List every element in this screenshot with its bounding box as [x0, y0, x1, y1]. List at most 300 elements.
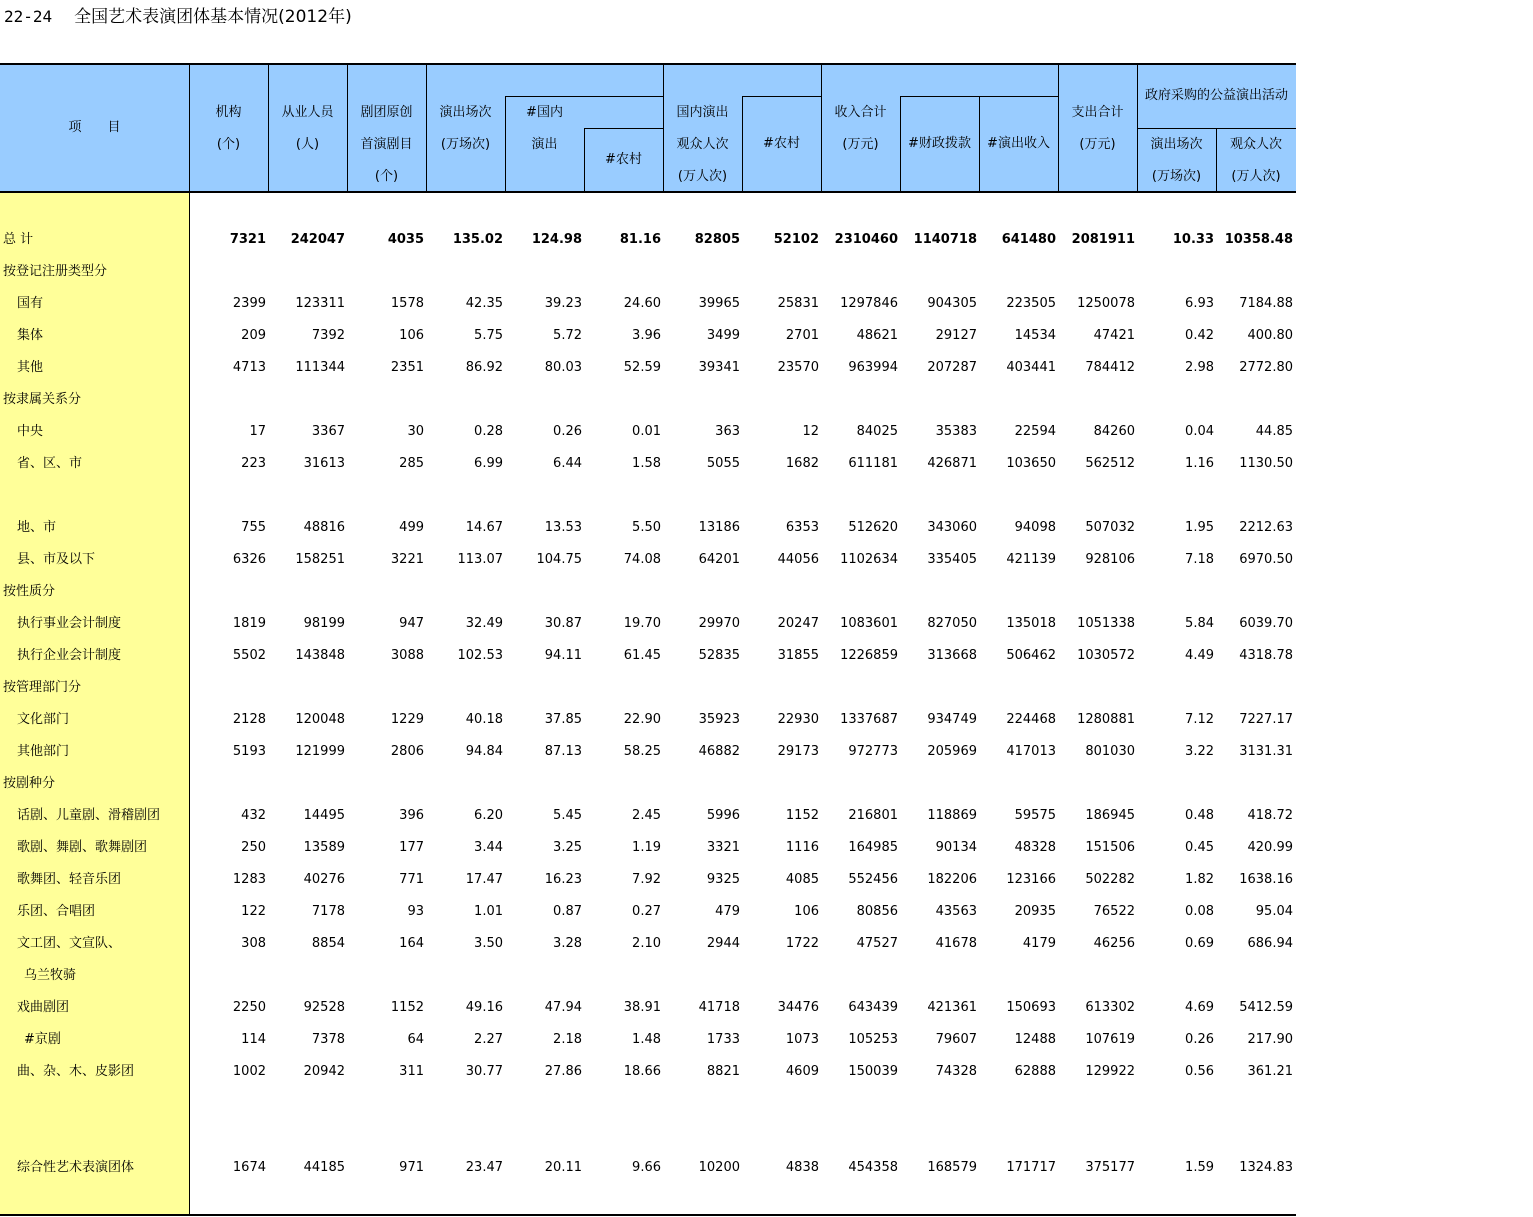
cell-gov-shows: 1.59: [1185, 1160, 1214, 1175]
cell-premiere: 3221: [390, 552, 424, 567]
cell-rural-audience: 20247: [777, 616, 819, 631]
cell-gov-shows: 0.42: [1185, 328, 1214, 343]
cell-rural-shows: 38.91: [623, 1000, 661, 1015]
cell-performance-income: 403441: [1006, 360, 1056, 375]
cell-org: 114: [241, 1032, 266, 1047]
cell-audience: 8821: [706, 1064, 740, 1079]
cell-expense: 562512: [1085, 456, 1135, 471]
cell-domestic-shows: 3.28: [553, 936, 582, 951]
row-label: 话剧、儿童剧、滑稽剧团: [17, 808, 161, 823]
header-domestic: #国内: [526, 105, 563, 120]
cell-premiere: 1152: [390, 1000, 424, 1015]
cell-domestic-shows: 39.23: [544, 296, 582, 311]
cell-performance-income: 506462: [1006, 648, 1056, 663]
cell-audience: 9325: [706, 872, 740, 887]
cell-staff: 120048: [295, 712, 345, 727]
cell-audience: 41718: [698, 1000, 740, 1015]
cell-audience: 3499: [706, 328, 740, 343]
cell-expense: 613302: [1085, 1000, 1135, 1015]
cell-rural-shows: 1.48: [632, 1032, 661, 1047]
cell-domestic-shows: 30.87: [544, 616, 582, 631]
cell-expense: 107619: [1085, 1032, 1135, 1047]
cell-performance-income: 4179: [1022, 936, 1056, 951]
cell-gov-audience: 3131.31: [1239, 744, 1293, 759]
cell-org: 6326: [232, 552, 266, 567]
header-gov-shows-unit: (万场次): [1151, 169, 1202, 184]
cell-domestic-shows: 0.26: [553, 424, 582, 439]
cell-premiere: 2806: [390, 744, 424, 759]
cell-expense: 1250078: [1077, 296, 1135, 311]
cell-performance-income: 123166: [1006, 872, 1056, 887]
cell-shows: 42.35: [465, 296, 503, 311]
cell-domestic-shows: 104.75: [536, 552, 582, 567]
cell-staff: 44185: [303, 1160, 345, 1175]
table-row: [0, 1126, 1296, 1146]
header-expense-unit: (万元): [1079, 137, 1116, 152]
cell-performance-income: 62888: [1014, 1064, 1056, 1079]
cell-org: 17: [249, 424, 266, 439]
cell-performance-income: 421139: [1006, 552, 1056, 567]
row-label: 其他: [17, 360, 44, 375]
cell-premiere: 499: [399, 520, 424, 535]
cell-shows: 6.99: [474, 456, 503, 471]
cell-audience: 39341: [698, 360, 740, 375]
header-audience-2: 观众人次: [676, 137, 729, 152]
cell-gov-audience: 420.99: [1247, 840, 1293, 855]
cell-performance-income: 171717: [1006, 1160, 1056, 1175]
cell-rural-shows: 18.66: [623, 1064, 661, 1079]
cell-staff: 143848: [295, 648, 345, 663]
cell-org: 432: [241, 808, 266, 823]
cell-audience: 5996: [706, 808, 740, 823]
cell-rural-audience: 1152: [785, 808, 819, 823]
table-row: [0, 646, 1296, 666]
cell-premiere: 396: [399, 808, 424, 823]
cell-fiscal-grant: 426871: [927, 456, 977, 471]
cell-premiere: 106: [399, 328, 424, 343]
table-row: [0, 1158, 1296, 1178]
header-org: 机构: [215, 105, 242, 120]
table-row: [0, 902, 1296, 922]
table-row: [0, 966, 1296, 986]
cell-rural-shows: 81.16: [619, 232, 661, 247]
table-row: [0, 422, 1296, 442]
table-bottom-rule: [0, 1214, 1296, 1216]
cell-fiscal-grant: 168579: [927, 1160, 977, 1175]
cell-income: 47527: [856, 936, 898, 951]
cell-shows: 49.16: [465, 1000, 503, 1015]
header-subrule: [900, 96, 1058, 97]
cell-rural-shows: 5.50: [632, 520, 661, 535]
cell-gov-audience: 10358.48: [1224, 232, 1293, 247]
cell-income: 164985: [848, 840, 898, 855]
cell-gov-shows: 0.26: [1185, 1032, 1214, 1047]
cell-domestic-shows: 80.03: [544, 360, 582, 375]
header-gov-audience-unit: (万人次): [1231, 169, 1281, 184]
cell-org: 1819: [232, 616, 266, 631]
cell-performance-income: 223505: [1006, 296, 1056, 311]
table-row: [0, 294, 1296, 314]
cell-gov-shows: 10.33: [1172, 232, 1214, 247]
cell-income: 216801: [848, 808, 898, 823]
cell-gov-shows: 5.84: [1185, 616, 1214, 631]
cell-fiscal-grant: 29127: [935, 328, 977, 343]
cell-premiere: 164: [399, 936, 424, 951]
cell-expense: 76522: [1093, 904, 1135, 919]
cell-fiscal-grant: 90134: [935, 840, 977, 855]
cell-audience: 52835: [698, 648, 740, 663]
cell-rural-audience: 2701: [785, 328, 819, 343]
cell-org: 223: [241, 456, 266, 471]
cell-audience: 3321: [706, 840, 740, 855]
col-divider: [426, 63, 427, 193]
cell-gov-shows: 4.49: [1185, 648, 1214, 663]
cell-audience: 10200: [698, 1160, 740, 1175]
cell-domestic-shows: 124.98: [531, 232, 582, 247]
table-row: [0, 614, 1296, 634]
row-label: 综合性艺术表演团体: [17, 1160, 135, 1175]
cell-staff: 20942: [303, 1064, 345, 1079]
cell-rural-audience: 106: [794, 904, 819, 919]
cell-fiscal-grant: 827050: [927, 616, 977, 631]
cell-domestic-shows: 5.72: [553, 328, 582, 343]
cell-performance-income: 103650: [1006, 456, 1056, 471]
cell-shows: 3.44: [474, 840, 503, 855]
cell-domestic-shows: 13.53: [544, 520, 582, 535]
cell-rural-audience: 25831: [777, 296, 819, 311]
cell-rural-audience: 4609: [785, 1064, 819, 1079]
cell-income: 1083601: [840, 616, 898, 631]
cell-org: 7321: [229, 232, 266, 247]
cell-org: 122: [241, 904, 266, 919]
table-row: [0, 454, 1296, 474]
cell-shows: 23.47: [465, 1160, 503, 1175]
table-row: [0, 358, 1296, 378]
cell-premiere: 1578: [390, 296, 424, 311]
cell-staff: 121999: [295, 744, 345, 759]
table-row: [0, 742, 1296, 762]
cell-income: 1337687: [840, 712, 898, 727]
cell-fiscal-grant: 335405: [927, 552, 977, 567]
cell-staff: 7392: [311, 328, 345, 343]
row-label: 歌舞团、轻音乐团: [17, 872, 122, 887]
cell-gov-shows: 4.69: [1185, 1000, 1214, 1015]
header-subrule: [505, 96, 663, 97]
cell-rural-audience: 34476: [777, 1000, 819, 1015]
header-subrule: [1137, 128, 1296, 129]
row-label: 执行企业会计制度: [17, 648, 122, 663]
cell-rural-shows: 0.27: [632, 904, 661, 919]
cell-fiscal-grant: 79607: [935, 1032, 977, 1047]
cell-income: 80856: [856, 904, 898, 919]
cell-shows: 32.49: [465, 616, 503, 631]
cell-rural-shows: 52.59: [623, 360, 661, 375]
cell-income: 643439: [848, 1000, 898, 1015]
header-org-unit: (个): [216, 137, 241, 152]
cell-staff: 13589: [303, 840, 345, 855]
table-row: [0, 390, 1296, 410]
header-fiscal: #财政拨款: [908, 136, 971, 151]
cell-premiere: 285: [399, 456, 424, 471]
header-shows-unit: (万场次): [440, 137, 491, 152]
header-staff-unit: (人): [295, 137, 320, 152]
cell-expense: 784412: [1085, 360, 1135, 375]
cell-rural-audience: 1116: [785, 840, 819, 855]
row-label: 集体: [17, 328, 44, 343]
cell-audience: 2944: [706, 936, 740, 951]
table-row: [0, 582, 1296, 602]
cell-audience: 479: [715, 904, 740, 919]
cell-shows: 94.84: [465, 744, 503, 759]
cell-gov-shows: 6.93: [1185, 296, 1214, 311]
cell-performance-income: 14534: [1014, 328, 1056, 343]
cell-gov-shows: 1.95: [1185, 520, 1214, 535]
cell-premiere: 311: [399, 1064, 424, 1079]
cell-premiere: 2351: [390, 360, 424, 375]
table-title-text: 全国艺术表演团体基本情况(2012年): [74, 7, 352, 27]
cell-rural-audience: 4085: [785, 872, 819, 887]
cell-rural-shows: 58.25: [623, 744, 661, 759]
cell-domestic-shows: 47.94: [544, 1000, 582, 1015]
header-perf-income: #演出收入: [987, 136, 1050, 151]
cell-fiscal-grant: 313668: [927, 648, 977, 663]
cell-income: 105253: [848, 1032, 898, 1047]
cell-domestic-shows: 20.11: [544, 1160, 582, 1175]
row-label: 文化部门: [17, 712, 70, 727]
cell-gov-audience: 361.21: [1247, 1064, 1293, 1079]
cell-performance-income: 22594: [1014, 424, 1056, 439]
cell-shows: 2.27: [474, 1032, 503, 1047]
cell-income: 512620: [848, 520, 898, 535]
header-premiere: 剧团原创: [360, 105, 413, 120]
cell-expense: 84260: [1093, 424, 1135, 439]
cell-shows: 17.47: [465, 872, 503, 887]
cell-audience: 13186: [698, 520, 740, 535]
cell-gov-audience: 7227.17: [1239, 712, 1293, 727]
cell-org: 5193: [232, 744, 266, 759]
cell-shows: 40.18: [465, 712, 503, 727]
cell-gov-shows: 7.12: [1185, 712, 1214, 727]
cell-income: 84025: [856, 424, 898, 439]
cell-gov-audience: 44.85: [1255, 424, 1293, 439]
row-label: 按隶属关系分: [3, 392, 82, 407]
cell-org: 5502: [232, 648, 266, 663]
cell-rural-shows: 1.58: [632, 456, 661, 471]
header-rural-audience: #农村: [763, 136, 800, 151]
row-label: #京剧: [24, 1032, 61, 1047]
cell-gov-audience: 6970.50: [1239, 552, 1293, 567]
header-staff: 从业人员: [281, 105, 334, 120]
cell-gov-audience: 217.90: [1247, 1032, 1293, 1047]
cell-audience: 35923: [698, 712, 740, 727]
cell-audience: 46882: [698, 744, 740, 759]
table-row: [0, 518, 1296, 538]
cell-org: 1674: [232, 1160, 266, 1175]
cell-rural-shows: 0.01: [632, 424, 661, 439]
table-row: [0, 998, 1296, 1018]
cell-domestic-shows: 16.23: [544, 872, 582, 887]
cell-fiscal-grant: 904305: [927, 296, 977, 311]
cell-gov-shows: 0.48: [1185, 808, 1214, 823]
header-gov-shows: 演出场次: [1150, 137, 1203, 152]
cell-rural-shows: 2.45: [632, 808, 661, 823]
cell-shows: 1.01: [474, 904, 503, 919]
cell-shows: 86.92: [465, 360, 503, 375]
cell-fiscal-grant: 74328: [935, 1064, 977, 1079]
header-premiere-unit: (个): [374, 169, 399, 184]
cell-org: 1002: [232, 1064, 266, 1079]
cell-audience: 64201: [698, 552, 740, 567]
cell-expense: 129922: [1085, 1064, 1135, 1079]
cell-rural-shows: 61.45: [623, 648, 661, 663]
cell-gov-audience: 400.80: [1247, 328, 1293, 343]
cell-premiere: 4035: [387, 232, 424, 247]
cell-rural-shows: 74.08: [623, 552, 661, 567]
cell-rural-shows: 1.19: [632, 840, 661, 855]
cell-audience: 5055: [706, 456, 740, 471]
cell-staff: 40276: [303, 872, 345, 887]
row-label: 按登记注册类型分: [3, 264, 108, 279]
cell-income: 150039: [848, 1064, 898, 1079]
cell-rural-audience: 4838: [785, 1160, 819, 1175]
cell-expense: 1280881: [1077, 712, 1135, 727]
header-gov-audience: 观众人次: [1229, 137, 1282, 152]
table-row: [0, 262, 1296, 282]
cell-staff: 111344: [295, 360, 345, 375]
header-item: 项 目: [68, 120, 121, 135]
table-row: [0, 678, 1296, 698]
cell-audience: 82805: [694, 232, 740, 247]
cell-performance-income: 150693: [1006, 1000, 1056, 1015]
cell-staff: 31613: [303, 456, 345, 471]
row-label: 县、市及以下: [17, 552, 96, 567]
cell-premiere: 947: [399, 616, 424, 631]
cell-shows: 5.75: [474, 328, 503, 343]
cell-rural-audience: 6353: [785, 520, 819, 535]
cell-performance-income: 641480: [1001, 232, 1056, 247]
cell-gov-shows: 0.04: [1185, 424, 1214, 439]
cell-staff: 3367: [311, 424, 345, 439]
cell-income: 1226859: [840, 648, 898, 663]
cell-fiscal-grant: 43563: [935, 904, 977, 919]
row-label: 乌兰牧骑: [24, 968, 77, 983]
header-expense: 支出合计: [1071, 105, 1124, 120]
cell-shows: 3.50: [474, 936, 503, 951]
cell-premiere: 971: [399, 1160, 424, 1175]
cell-staff: 123311: [295, 296, 345, 311]
cell-gov-shows: 3.22: [1185, 744, 1214, 759]
cell-rural-audience: 52102: [773, 232, 819, 247]
header-top-rule: [0, 63, 1296, 65]
row-label: 省、区、市: [17, 456, 83, 471]
cell-gov-audience: 6039.70: [1239, 616, 1293, 631]
cell-fiscal-grant: 1140718: [913, 232, 977, 247]
cell-domestic-shows: 5.45: [553, 808, 582, 823]
table-row: [0, 550, 1296, 570]
header-premiere-2: 首演剧目: [360, 137, 413, 152]
cell-rural-shows: 19.70: [623, 616, 661, 631]
cell-rural-audience: 1073: [785, 1032, 819, 1047]
cell-income: 963994: [848, 360, 898, 375]
cell-income: 1102634: [840, 552, 898, 567]
cell-domestic-shows: 27.86: [544, 1064, 582, 1079]
table-title: [4, 6, 352, 28]
row-label: 其他部门: [17, 744, 70, 759]
table-row: [0, 806, 1296, 826]
cell-performance-income: 59575: [1014, 808, 1056, 823]
table-row: [0, 1030, 1296, 1050]
header-income: 收入合计: [834, 105, 887, 120]
cell-org: 1283: [232, 872, 266, 887]
cell-shows: 135.02: [452, 232, 503, 247]
table-row: [0, 710, 1296, 730]
cell-rural-shows: 3.96: [632, 328, 661, 343]
cell-fiscal-grant: 343060: [927, 520, 977, 535]
cell-expense: 186945: [1085, 808, 1135, 823]
cell-rural-audience: 31855: [777, 648, 819, 663]
cell-fiscal-grant: 934749: [927, 712, 977, 727]
cell-shows: 30.77: [465, 1064, 503, 1079]
cell-domestic-shows: 94.11: [544, 648, 582, 663]
cell-org: 209: [241, 328, 266, 343]
table-row: [0, 1094, 1296, 1114]
header-audience: 国内演出: [676, 105, 729, 120]
cell-gov-shows: 1.16: [1185, 456, 1214, 471]
cell-performance-income: 94098: [1014, 520, 1056, 535]
cell-rural-shows: 9.66: [632, 1160, 661, 1175]
cell-gov-audience: 7184.88: [1239, 296, 1293, 311]
cell-shows: 14.67: [465, 520, 503, 535]
cell-rural-shows: 24.60: [623, 296, 661, 311]
cell-performance-income: 224468: [1006, 712, 1056, 727]
cell-expense: 151506: [1085, 840, 1135, 855]
cell-gov-audience: 1638.16: [1239, 872, 1293, 887]
cell-premiere: 1229: [390, 712, 424, 727]
cell-staff: 7178: [311, 904, 345, 919]
row-label: 执行事业会计制度: [17, 616, 122, 631]
cell-domestic-shows: 87.13: [544, 744, 582, 759]
cell-domestic-shows: 3.25: [553, 840, 582, 855]
cell-performance-income: 48328: [1014, 840, 1056, 855]
row-label: 中央: [17, 424, 44, 439]
cell-expense: 507032: [1085, 520, 1135, 535]
cell-gov-shows: 0.56: [1185, 1064, 1214, 1079]
cell-gov-shows: 1.82: [1185, 872, 1214, 887]
cell-rural-audience: 12: [802, 424, 819, 439]
cell-gov-audience: 4318.78: [1239, 648, 1293, 663]
cell-performance-income: 20935: [1014, 904, 1056, 919]
cell-performance-income: 12488: [1014, 1032, 1056, 1047]
cell-fiscal-grant: 207287: [927, 360, 977, 375]
cell-rural-shows: 2.10: [632, 936, 661, 951]
cell-income: 1297846: [840, 296, 898, 311]
cell-expense: 928106: [1085, 552, 1135, 567]
row-label: 按管理部门分: [3, 680, 82, 695]
header-domestic-2: 演出: [531, 137, 558, 152]
cell-staff: 158251: [295, 552, 345, 567]
cell-rural-audience: 23570: [777, 360, 819, 375]
row-label: 按剧种分: [3, 776, 56, 791]
cell-premiere: 30: [407, 424, 424, 439]
cell-expense: 801030: [1085, 744, 1135, 759]
cell-shows: 0.28: [474, 424, 503, 439]
cell-gov-audience: 95.04: [1255, 904, 1293, 919]
cell-income: 972773: [848, 744, 898, 759]
cell-rural-audience: 29173: [777, 744, 819, 759]
cell-staff: 8854: [311, 936, 345, 951]
cell-shows: 6.20: [474, 808, 503, 823]
cell-org: 2399: [232, 296, 266, 311]
